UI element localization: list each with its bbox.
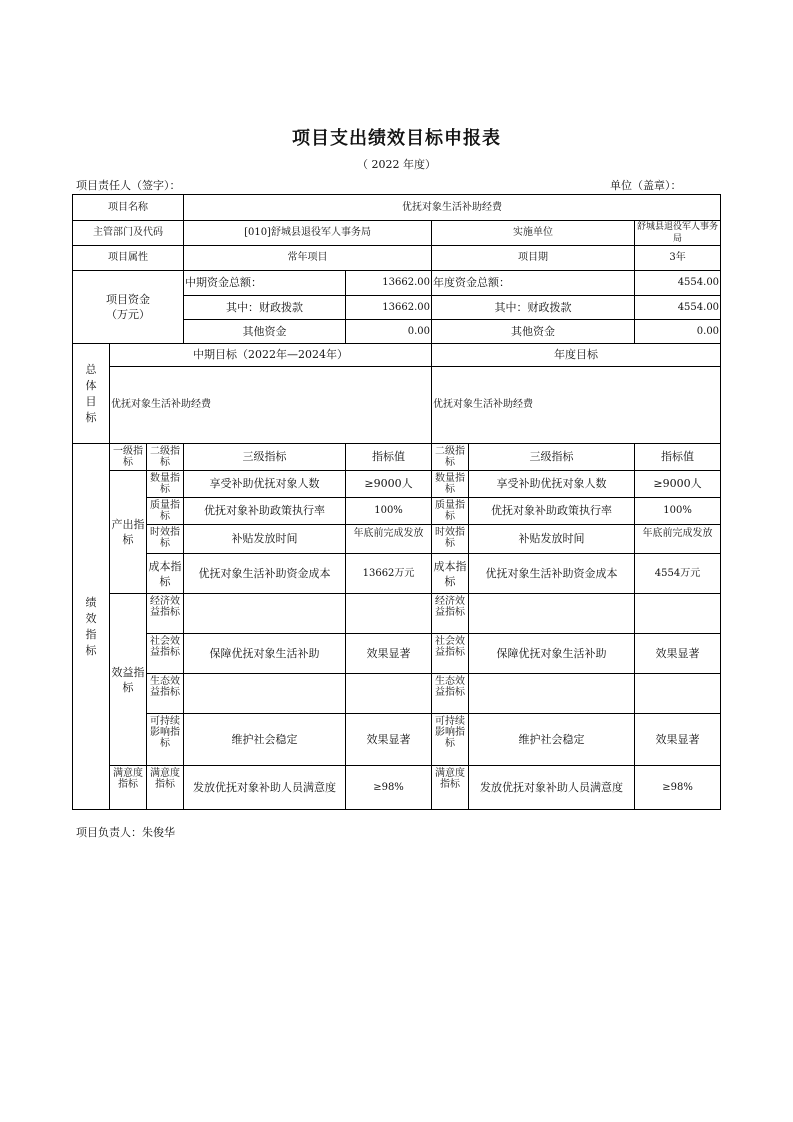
year-line: [0, 156, 793, 172]
level3-cell: 保障优抚对象生活补助: [469, 634, 635, 674]
level3-cell: 优抚对象补助政策执行率: [184, 498, 346, 525]
annual-other-label: 其他资金: [432, 320, 635, 344]
col-value-mid: 指标值: [346, 444, 432, 471]
output-label: 产出指标: [110, 471, 147, 594]
level3-cell: 发放优抚对象补助人员满意度: [184, 766, 346, 810]
level3-cell: 维护社会稳定: [469, 714, 635, 766]
mid-fiscal-label: 其中：财政拨款: [184, 296, 346, 320]
table-row: [73, 594, 721, 634]
level2-cell: 社会效益指标: [147, 634, 184, 674]
row-dept: [73, 221, 721, 246]
period-value: 3年: [635, 246, 721, 271]
owner-label: 项目负责人：: [76, 826, 142, 839]
level2-cell: 可持续影响指标: [147, 714, 184, 766]
value-cell: 4554万元: [635, 554, 721, 594]
table-row: [73, 525, 721, 554]
footer: [76, 824, 175, 840]
mid-total-label: 中期资金总额：: [184, 271, 346, 296]
page-title: 项目支出绩效目标申报表: [292, 128, 501, 149]
responsible-label: 项目责任人（签字）：: [76, 179, 181, 192]
year-value: 2022: [371, 158, 400, 171]
level3-cell: 享受补助优抚对象人数: [469, 471, 635, 498]
annual-goal-header: 年度目标: [432, 344, 721, 367]
value-cell: 效果显著: [346, 634, 432, 674]
row-goal-headers: [73, 344, 721, 367]
table-row: [73, 766, 721, 810]
col-level3-annual: 三级指标: [469, 444, 635, 471]
level2-cell: 成本指标: [147, 554, 184, 594]
col-level2-mid: 二级指标: [147, 444, 184, 471]
value-cell: ≥9000人: [635, 471, 721, 498]
impl-unit-label: 实施单位: [432, 221, 635, 246]
value-cell: 年底前完成发放: [635, 525, 721, 554]
level3-cell: 享受补助优抚对象人数: [184, 471, 346, 498]
table-row: [73, 498, 721, 525]
col-value-annual: 指标值: [635, 444, 721, 471]
mid-total-value: 13662.00: [346, 271, 432, 296]
dept-label: 主管部门及代码: [73, 221, 184, 246]
level3-cell: [469, 674, 635, 714]
value-cell: 年底前完成发放: [346, 525, 432, 554]
row-goal-text: [73, 367, 721, 444]
level2-cell: 数量指标: [432, 471, 469, 498]
project-name-value: 优抚对象生活补助经费: [184, 195, 721, 221]
value-cell: ≥98%: [635, 766, 721, 810]
period-label: 项目期: [432, 246, 635, 271]
value-cell: 100%: [346, 498, 432, 525]
col-level1: 一级指标: [110, 444, 147, 471]
owner-name: 朱俊华: [142, 826, 175, 839]
value-cell: 13662万元: [346, 554, 432, 594]
value-cell: ≥98%: [346, 766, 432, 810]
level2-cell: 满意度指标: [432, 766, 469, 810]
table-row: [73, 471, 721, 498]
value-cell: [635, 674, 721, 714]
level3-cell: 维护社会稳定: [184, 714, 346, 766]
performance-table: [72, 194, 721, 810]
level3-cell: 补贴发放时间: [469, 525, 635, 554]
level2-cell: 经济效益指标: [147, 594, 184, 634]
year-close: 年度）: [403, 158, 436, 171]
table-row: [73, 554, 721, 594]
value-cell: 效果显著: [635, 714, 721, 766]
table-row: [73, 634, 721, 674]
annual-goal-text: 优抚对象生活补助经费: [432, 367, 721, 444]
value-cell: 效果显著: [635, 634, 721, 674]
annual-fiscal-label: 其中：财政拨款: [432, 296, 635, 320]
mid-other-value: 0.00: [346, 320, 432, 344]
level2-cell: 数量指标: [147, 471, 184, 498]
table-row: [73, 714, 721, 766]
dept-value: [010]舒城县退役军人事务局: [184, 221, 432, 246]
benefit-label: 效益指标: [110, 594, 147, 766]
level3-cell: 发放优抚对象补助人员满意度: [469, 766, 635, 810]
impl-unit-value: 舒城县退役军人事务局: [635, 221, 721, 246]
attr-value: 常年项目: [184, 246, 432, 271]
value-cell: [346, 674, 432, 714]
level3-cell: 优抚对象生活补助资金成本: [184, 554, 346, 594]
indicators-label: 绩 效 指 标: [73, 444, 110, 810]
level2-cell: 经济效益指标: [432, 594, 469, 634]
row-indicator-headers: [73, 444, 721, 471]
level2-cell: 时效指标: [147, 525, 184, 554]
level2-cell: 时效指标: [432, 525, 469, 554]
annual-other-value: 0.00: [635, 320, 721, 344]
project-name-label: 项目名称: [73, 195, 184, 221]
value-cell: 效果显著: [346, 714, 432, 766]
row-funds-total: [73, 271, 721, 296]
level2-cell: 生态效益指标: [147, 674, 184, 714]
row-project-name: [73, 195, 721, 221]
annual-total-value: 4554.00: [635, 271, 721, 296]
level2-cell: 满意度指标: [147, 766, 184, 810]
level2-cell: 质量指标: [147, 498, 184, 525]
satisfaction-label: 满意度指标: [110, 766, 147, 810]
level3-cell: [469, 594, 635, 634]
level2-cell: 成本指标: [432, 554, 469, 594]
level2-cell: 质量指标: [432, 498, 469, 525]
row-attr: [73, 246, 721, 271]
funds-label: 项目资金 （万元）: [73, 271, 184, 344]
value-cell: [346, 594, 432, 634]
value-cell: [635, 594, 721, 634]
attr-label: 项目属性: [73, 246, 184, 271]
col-level3-mid: 三级指标: [184, 444, 346, 471]
table-row: [73, 674, 721, 714]
annual-total-label: 年度资金总额：: [432, 271, 635, 296]
year-open: （: [357, 158, 368, 171]
mid-other-label: 其他资金: [184, 320, 346, 344]
col-level2-annual: 二级指标: [432, 444, 469, 471]
level3-cell: [184, 674, 346, 714]
mid-goal-header: 中期目标（2022年—2024年）: [110, 344, 432, 367]
level2-cell: 可持续影响指标: [432, 714, 469, 766]
level2-cell: 社会效益指标: [432, 634, 469, 674]
annual-fiscal-value: 4554.00: [635, 296, 721, 320]
level3-cell: 优抚对象补助政策执行率: [469, 498, 635, 525]
value-cell: 100%: [635, 498, 721, 525]
level3-cell: 优抚对象生活补助资金成本: [469, 554, 635, 594]
unit-label: 单位（盖章）：: [610, 179, 682, 192]
mid-goal-text: 优抚对象生活补助经费: [110, 367, 432, 444]
goals-label: 总 体 目 标: [73, 344, 110, 444]
level3-cell: [184, 594, 346, 634]
level2-cell: 生态效益指标: [432, 674, 469, 714]
level3-cell: 补贴发放时间: [184, 525, 346, 554]
value-cell: ≥9000人: [346, 471, 432, 498]
level3-cell: 保障优抚对象生活补助: [184, 634, 346, 674]
mid-fiscal-value: 13662.00: [346, 296, 432, 320]
